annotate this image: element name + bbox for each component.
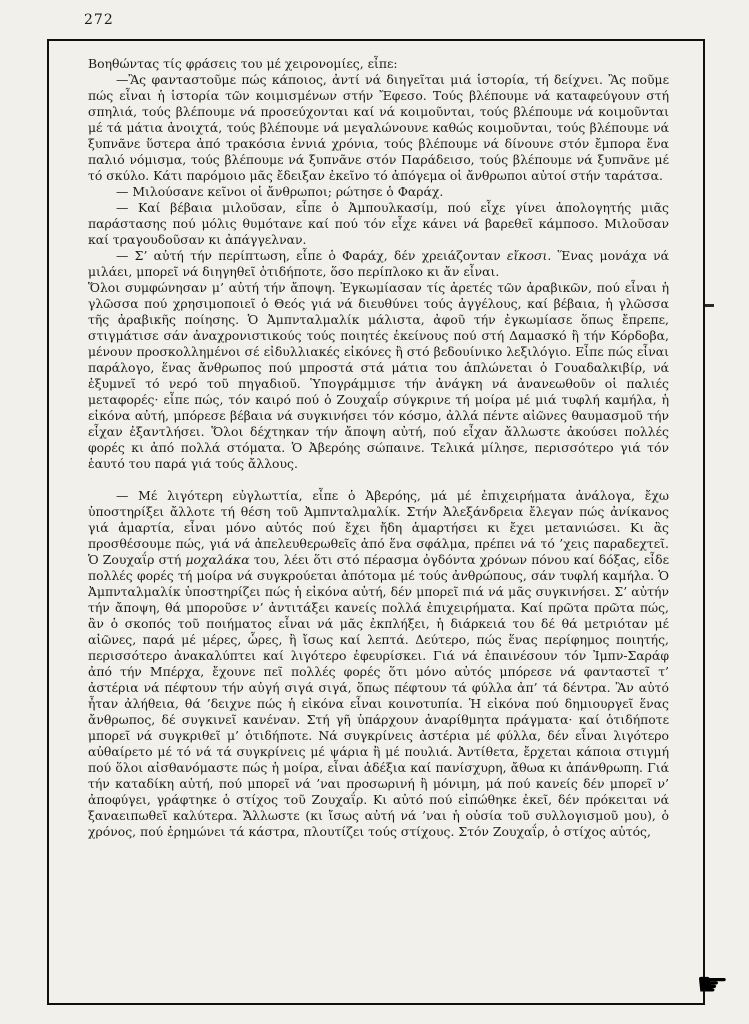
paragraph: Βοηθώντας τίς φράσεις του μέ χειρονομίες, εἶπε: (88, 56, 398, 71)
paragraph: —Ἂς φανταστοῦμε πώς κάποιος, ἀντί νά διηγεῖται μιά ἱστορία, τή δείχνει. Ἂς ποῦμε πώς εἶναι ἡ ἱστορία τῶν κοιμισμένων στήν Ἔφεσο. Τούς βλέπουμε νά καταφεύγουν στή σπηλιά, τούς βλέπουμε νά προσεύχονται καί νά κοιμοῦνται, τούς βλέπουμε νά κοιμοῦνται μέ τά μάτια ἀνοιχτά, τούς βλέπουμε νά μεγαλώνουνε καθώς κοιμοῦνται, τούς βλέπουμε νά ξυπνᾶνε ὕστερα ἀπό τρακόσια ἐννιά χρόνια, τούς βλέπουμε νά δίνουνε στόν ἔμπορα ἕνα παλιό νόμισμα, τούς βλέπουμε νά ξυπνᾶνε στόν Παράδεισο, τούς βλέπουμε νά ξυπνᾶνε μέ τό σκύλο. Κάτι παρόμοιο μᾶς ἔδειξαν ἐκεῖνο τό ἀπόγεμα οἱ ἄνθρωποι αὐτοί στήν ταράτσα. (88, 72, 669, 183)
paragraph: — Μέ λιγότερη εὐγλωττία, εἶπε ὁ Ἀβερόης, μά μέ ἐπιχειρήματα ἀνάλογα, ἔχω ὑποστηρίξει ἄλλοτε τή θέση τοῦ Ἀμπνταλμαλίκ. Στήν Ἀλεξάνδρεια ἔλεγαν πώς ἀνίκανος γιά ἁμαρτία, εἶναι μόνο αὐτός πού ἔχει ἤδη ἁμαρτήσει κι ἔχει μετανιώσει. Κι ἂς προσθέσουμε πώς, γιά νά ἀπελευθερωθεῖς ἀπό ἕνα σφάλμα, πρέπει νά τό ’χεις παραδεχτεῖ. Ὁ Ζουχαΐρ στή μοχαλάκα του, λέει ὅτι στό πέρασμα ὀγδόντα χρόνων πόνου καί δόξας, εἶδε πολλές φορές τή μοίρα νά συγκρούεται ἀπότομα μέ τούς ἀνθρώπους, σάν τυφλή καμήλα. Ὁ Ἀμπνταλμαλίκ ὑποστηρίζει πώς ἡ εἰκόνα αὐτή, δέν μπορεῖ πιά νά μᾶς συγκινήσει. Σ’ αὐτήν τήν ἄποψη, θά μποροῦσε ν’ ἀντιτάξει κανείς πολλά ἐπιχειρήματα. Καί πρῶτα πρῶτα πώς, ἂν ὁ σκοπός τοῦ ποιήματος εἶναι νά μᾶς ἐκπλήξει, ἡ διάρκειά του δέ θά μετριόταν μέ αἰῶνες, παρά μέ μέρες, ὧρες, ἢ ἴσως καί λεπτά. Δεύτερο, πώς ἕνας περίφημος ποιητής, περισσότερο ἀνακαλύπτει καί λιγότερο ἐφευρίσκει. Γιά νά ἐπαινέσουν τόν Ἰμπν-Σαράφ ἀπό τήν Μπέρχα, ἔχουνε πεῖ πολλές φορές ὅτι μόνο αὐτός μπόρεσε νά φανταστεῖ τ’ ἀστέρια νά πέφτουν τήν αὐγή σιγά σιγά, ὅπως πέφτουν τά φύλλα ἀπ’ τά δέντρα. Ἂν αὐτό ἦταν ἀλήθεια, θά ’δειχνε πώς ἡ εἰκόνα εἶναι κοινοτυπία. Ἡ εἰκόνα πού δημιουργεῖ ἕνας ἄνθρωπος, δέ συγκινεῖ κανέναν. Στή γῆ ὑπάρχουν ἀναρίθμητα πράγματα· καί ὁτιδήποτε μπορεῖ νά συγκριθεῖ μ’ ὁτιδήποτε. Νά συγκρίνεις ἀστέρια μέ φύλλα, δέν εἶναι λιγότερο αὐθαίρετο μέ τό νά τά συγκρίνεις μέ ψάρια ἢ μέ πουλιά. Ἀντίθετα, ἔρχεται κάποια στιγμή πού ὅλοι αἰσθανόμαστε πώς ἡ μοίρα, εἶναι ἀδέξια καί πανίσχυρη, ἄθωα κι ἀπάνθρωπη. Γιά τήν καταδίκη αὐτή, πού μπορεῖ νά ’ναι προσωρινή ἢ μόνιμη, μά πού κανείς δέν μπορεῖ ν’ ἀποφύγει, γράφτηκε ὁ στίχος τοῦ Ζουχαΐρ. Κι αὐτό πού εἰπώθηκε ἐκεῖ, δέν πρόκειται νά ξαναειπωθεῖ καλύτερα. Ἄλλωστε (κι ἴσως αὐτή νά ’ναι ἡ οὐσία τοῦ συλλογισμοῦ μου), ὁ χρόνος, πού ἐρημώνει τά κάστρα, πλουτίζει τούς στίχους. Στόν Ζουχαΐρ, ὁ στίχος αὐτός, (88, 488, 669, 839)
paragraph: — Καί βέβαια μιλοῦσαν, εἶπε ὁ Ἀμπουλκασίμ, πού εἶχε γίνει ἀπολογητής μιᾶς παράστασης πού μόλις θυμότανε καί πού τόν εἶχε κάνει νά βαρεθεῖ κάμποσο. Μιλοῦσαν καί τραγουδοῦσαν κι ἀπάγγελναν. (88, 200, 669, 247)
paragraph: — Μιλούσανε κεῖνοι οἱ ἄνθρωποι; ρώτησε ὁ Φαράχ. (116, 184, 444, 199)
margin-dash-mark (705, 304, 714, 307)
manicule-icon: ☛ (695, 965, 729, 1003)
page-number: 272 (84, 12, 114, 28)
paragraph: Ὅλοι συμφώνησαν μ’ αὐτή τήν ἄποψη. Ἐγκωμίασαν τίς ἀρετές τῶν ἀραβικῶν, πού εἶναι ἡ γλῶσσα πού χρησιμοποιεῖ ὁ Θεός γιά νά διευθύνει τούς ἀγγέλους, καί βέβαια, ἡ γλῶσσα τῆς ἀραβικῆς ποίησης. Ὁ Ἀμπνταλμαλίκ μάλιστα, ἀφοῦ τήν ἐγκωμίασε ὅπως ἔπρεπε, στιγμάτισε σάν ἀναχρονιστικούς τούς ποιητές ἐκείνους πού στή Δαμασκό ἢ τήν Κόρδοβα, μένουν προσκολλημένοι σέ εἰδυλλιακές εἰκόνες ἢ στό βεδουίνικο λεξιλόγιο. Εἶπε πώς εἶναι παράλογο, ἕνας ἄνθρωπος πού μπροστά στά μάτια του ἁπλώνεται ὁ Γουαδαλκιβίρ, νά ἐξυμνεῖ τό νερό τοῦ πηγαδιοῦ. Ὑπογράμμισε τήν ἀνάγκη νά ἀνανεωθοῦν οἱ παλιές μεταφορές· εἶπε πώς, τόν καιρό πού ὁ Ζουχαΐρ σύγκρινε τή μοίρα μέ μιά τυφλή καμήλα, ἡ εἰκόνα αὐτή, μπόρεσε βέβαια νά συγκινήσει τόν κόσμο, ἀλλά πέντε αἰῶνες θαυμασμοῦ τήν εἶχαν ἐξαντλήσει. Ὅλοι δέχτηκαν τήν ἄποψη αὐτή, πού εἶχαν ἄλλωστε ἀκούσει πολλές φορές κι ἀπό πολλά στόματα. Ὁ Ἀβερόης σώπαινε. Τελικά μίλησε, περισσότερο γιά τόν ἑαυτό του παρά γιά τούς ἄλλους. (88, 280, 669, 471)
paragraph: — Σ’ αὐτή τήν περίπτωση, εἶπε ὁ Φαράχ, δέν χρειάζονταν εἴκοσι. Ἕνας μονάχα νά μιλάει, μπορεῖ νά διηγηθεῖ ὁτιδήποτε, ὅσο περίπλοκο κι ἄν εἶναι. (88, 248, 670, 279)
body-text (88, 56, 669, 840)
